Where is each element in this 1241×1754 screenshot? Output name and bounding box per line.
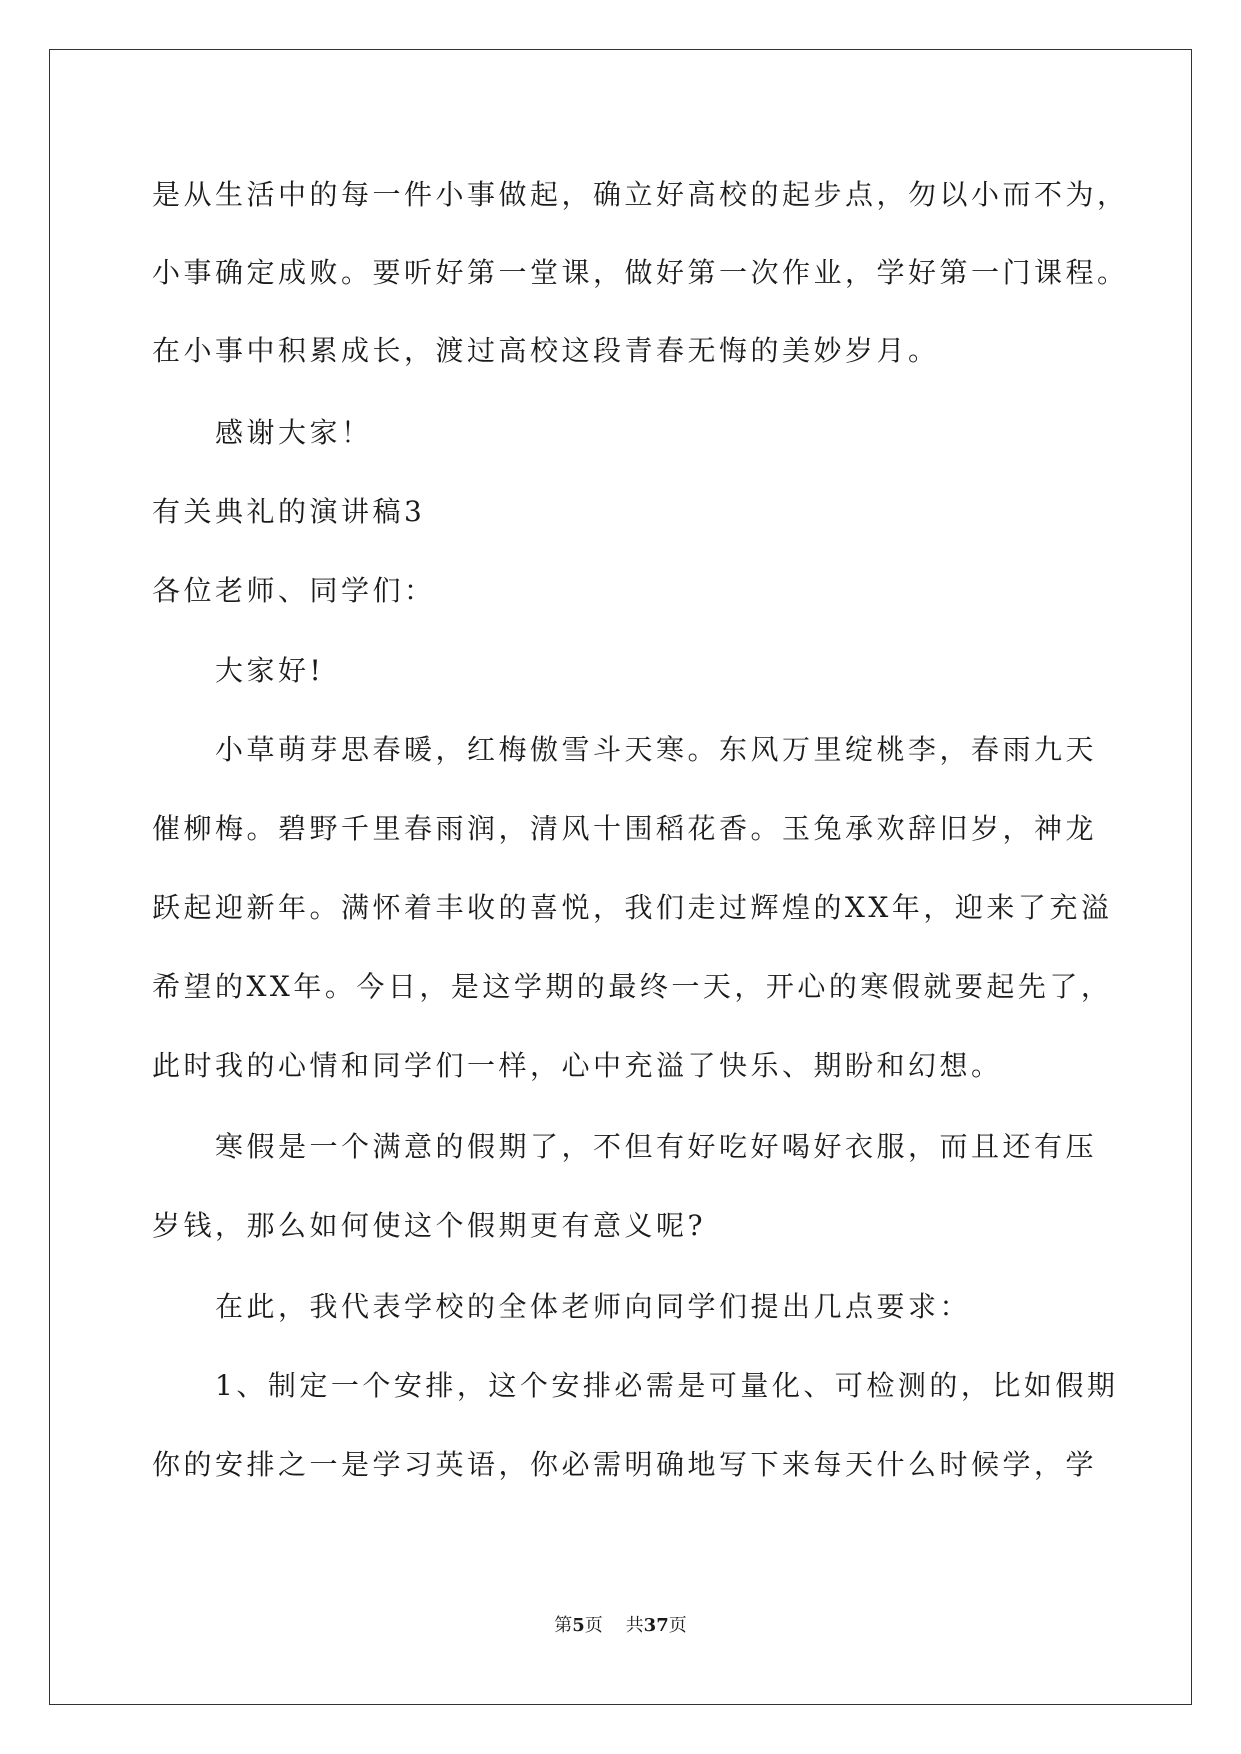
total-label-prefix: 共 [625,1615,644,1636]
page-label-suffix: 页 [584,1615,603,1636]
text-line: 跃起迎新年。满怀着丰收的喜悦，我们走过辉煌的XX年，迎来了充溢 [152,891,1113,924]
text-line: 寒假是一个满意的假期了，不但有好吃好喝好衣服，而且还有压 [215,1130,1098,1163]
text-line: 岁钱，那么如何使这个假期更有意义呢? [152,1209,707,1242]
text-line: 1、制定一个安排，这个安排必需是可量化、可检测的，比如假期 [215,1369,1119,1402]
section-heading: 有关典礼的演讲稿3 [152,495,426,528]
page-label-prefix: 第 [554,1615,573,1636]
text-line: 希望的XX年。今日，是这学期的最终一天，开心的寒假就要起先了， [152,970,1113,1003]
text-line: 你的安排之一是学习英语，你必需明确地写下来每天什么时候学，学 [152,1448,1098,1481]
page-number: 5 [572,1615,585,1636]
text-line: 催柳梅。碧野千里春雨润，清风十围稻花香。玉兔承欢辞旧岁，神龙 [152,812,1098,845]
total-pages: 37 [643,1615,669,1636]
text-line: 在此，我代表学校的全体老师向同学们提出几点要求： [215,1290,972,1323]
total-label-suffix: 页 [668,1615,687,1636]
salutation: 各位老师、同学们： [152,574,436,607]
page-footer [0,1614,1241,1638]
text-line: 小草萌芽思春暖，红梅傲雪斗天寒。东风万里绽桃李，春雨九天 [215,733,1098,766]
text-line: 此时我的心情和同学们一样，心中充溢了快乐、期盼和幻想。 [152,1049,1003,1082]
text-line: 是从生活中的每一件小事做起，确立好高校的起步点，勿以小而不为， [152,178,1129,211]
text-line: 感谢大家！ [215,416,373,449]
text-line: 小事确定成败。要听好第一堂课，做好第一次作业，学好第一门课程。 [152,256,1129,289]
greeting: 大家好! [215,654,325,687]
text-line: 在小事中积累成长，渡过高校这段青春无悔的美妙岁月。 [152,334,940,367]
